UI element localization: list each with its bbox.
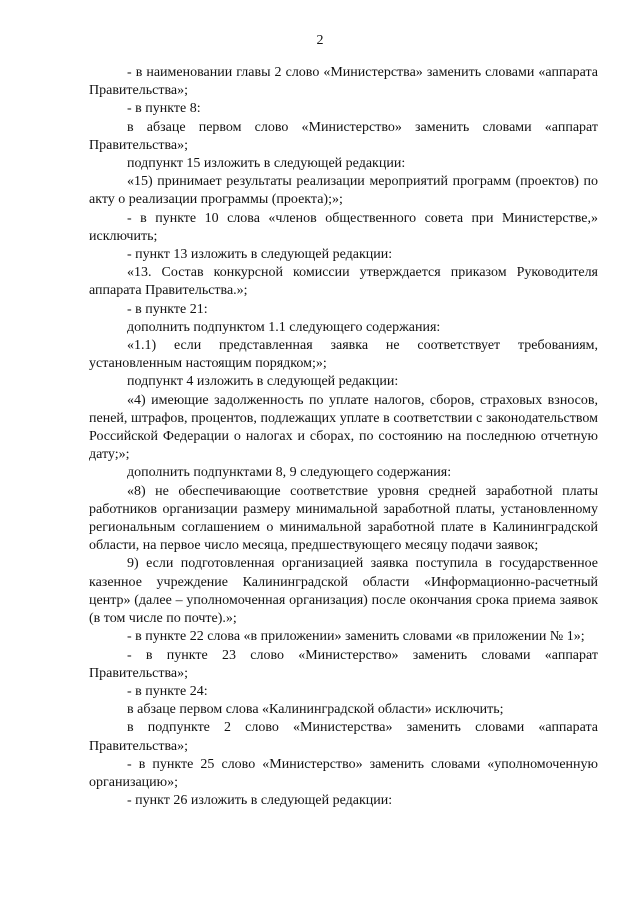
paragraph-20: в абзаце первом слова «Калининградской области» исключить; bbox=[127, 702, 504, 718]
paragraph-4: подпункт 15 изложить в следующей редакции: bbox=[127, 156, 406, 172]
paragraph-15: «8) не обеспечивающие соответствие уровня средней заработной платы работников организации размеру минимальной заработной платы, установленному региональным соглашением о минимальной заработной плате в Калининградской области, на первое число месяца, предшествующего месяцу подачи заявок; bbox=[89, 483, 598, 554]
paragraph-2: - в пункте 8: bbox=[127, 101, 201, 117]
paragraph-8: «13. Состав конкурсной комиссии утверждается приказом Руководителя аппарата Правительства.»; bbox=[89, 265, 598, 299]
page-number: 2 bbox=[316, 33, 324, 48]
paragraph-21: в подпункте 2 слово «Министерства» заменить словами «аппарата Правительства»; bbox=[89, 720, 598, 754]
paragraph-6: - в пункте 10 слова «членов общественного совета при Министерстве,» исключить; bbox=[89, 210, 598, 244]
paragraph-16: 9) если подготовленная организацией заявка поступила в государственное казенное учреждение Калининградской области «Информационно-расчетный центр» (далее – уполномоченная организация) после окончания срока приема заявок (в том числе по почте).»; bbox=[89, 556, 598, 627]
paragraph-7: - пункт 13 изложить в следующей редакции: bbox=[127, 247, 393, 263]
paragraph-13: «4) имеющие задолженность по уплате налогов, сборов, страховых взносов, пеней, штрафов, процентов, подлежащих уплате в соответствии с законодательством Российской Федерации о налогах и сборах, по состоянию на последнюю отчетную дату;»; bbox=[89, 392, 598, 463]
paragraph-10: дополнить подпунктом 1.1 следующего содержания: bbox=[127, 319, 441, 335]
paragraph-19: - в пункте 24: bbox=[127, 683, 208, 699]
paragraph-1: - в наименовании главы 2 слово «Министерства» заменить словами «аппарата Правительства»; bbox=[89, 65, 598, 99]
paragraph-17: - в пункте 22 слова «в приложении» заменить словами «в приложении № 1»; bbox=[127, 629, 585, 645]
document-body bbox=[89, 64, 598, 810]
paragraph-12: подпункт 4 изложить в следующей редакции: bbox=[127, 374, 399, 390]
paragraph-9: - в пункте 21: bbox=[127, 301, 208, 317]
paragraph-23: - пункт 26 изложить в следующей редакции: bbox=[127, 793, 393, 809]
paragraph-5: «15) принимает результаты реализации мероприятий программ (проектов) по акту о реализации программы (проекта);»; bbox=[89, 174, 598, 208]
paragraph-14: дополнить подпунктами 8, 9 следующего содержания: bbox=[127, 465, 452, 481]
paragraph-18: - в пункте 23 слово «Министерство» заменить словами «аппарат Правительства»; bbox=[89, 647, 598, 681]
paragraph-3: в абзаце первом слово «Министерство» заменить словами «аппарат Правительства»; bbox=[89, 119, 598, 153]
paragraph-22: - в пункте 25 слово «Министерство» заменить словами «уполномоченную организацию»; bbox=[89, 756, 598, 790]
paragraph-11: «1.1) если представленная заявка не соответствует требованиям, установленным настоящим порядком;»; bbox=[89, 338, 598, 372]
